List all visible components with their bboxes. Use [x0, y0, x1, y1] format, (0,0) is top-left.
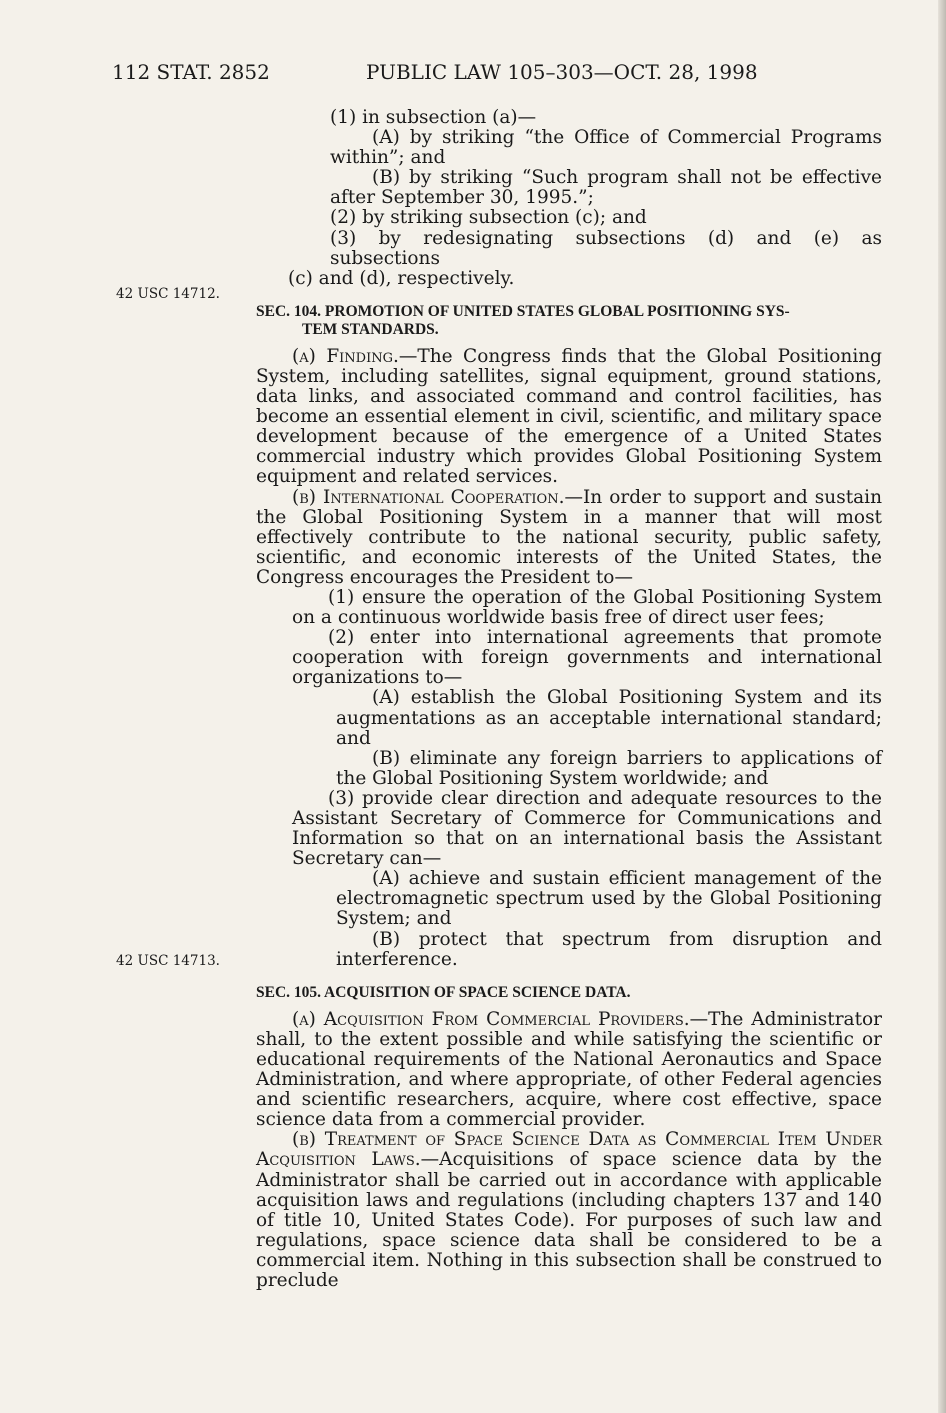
page-header	[112, 60, 882, 90]
amendment-item-cont: (c) and (d), respectively.	[288, 267, 515, 289]
amendment-item-cont: after September 30, 1995.”;	[330, 187, 594, 209]
sec104-paragraph-2A: (A) establish the Global Positioning System and its augmentations as an acceptable international standard; and	[336, 687, 882, 749]
document-body	[256, 108, 882, 1291]
scan-edge-shadow	[938, 0, 946, 1413]
sec104-paragraph-3A: (A) achieve and sustain efficient management of the electromagnetic spectrum used by the Global Positioning System; and	[336, 868, 882, 930]
public-law-title: PUBLIC LAW 105–303—OCT. 28, 1998	[366, 60, 758, 84]
section-105-heading: SEC. 105. ACQUISITION OF SPACE SCIENCE DATA.	[256, 983, 631, 1001]
amendment-item: (B) by striking “Such program shall not be effective	[372, 167, 882, 189]
amendment-item: (2) by striking subsection (c); and	[330, 207, 647, 229]
amendment-list	[256, 108, 882, 289]
amendment-item: (3) by redesignating subsections (d) and (e) as subsections	[330, 227, 882, 269]
sec105-subsection-a: (a) Acquisition From Commercial Providers.—The Administrator shall, to the extent possible and while satisfying the scientific or educational requirements of the National Aeronautics and Space Administration, and where appropriate, of other Federal agencies and scientific researchers, acquire, where cost effective, space science data from a commercial provider.	[256, 1008, 882, 1131]
statute-page-number: 112 STAT. 2852	[112, 60, 270, 84]
sec104-subsection-b: (b) International Cooperation.—In order to support and sustain the Global Positioning System in a manner that will most effectively contribute to the national security, public safety, scientific, and economic interests of the United States, the Congress encourages the President to—	[256, 486, 882, 588]
sec104-paragraph-2B: (B) eliminate any foreign barriers to applications of the Global Positioning System worldwide; and	[336, 747, 882, 789]
amendment-item-cont: within”; and	[330, 147, 446, 169]
sec104-paragraph-1: (1) ensure the operation of the Global Positioning System on a continuous worldwide basis free of direct user fees;	[292, 586, 882, 629]
amendment-item: (A) by striking “the Office of Commercial Programs	[372, 127, 882, 149]
sec104-paragraph-2: (2) enter into international agreements that promote cooperation with foreign governments and international organizations to—	[292, 627, 882, 689]
margin-citation-sec104: 42 USC 14712.	[116, 286, 220, 302]
sec104-paragraph-3: (3) provide clear direction and adequate resources to the Assistant Secretary of Commerce for Communications and Information so that on an international basis the Assistant Secretary can—	[292, 787, 882, 870]
section-104-heading: SEC. 104. PROMOTION OF UNITED STATES GLOBAL POSITIONING SYS- TEM STANDARDS.	[256, 302, 790, 338]
sec104-subsection-a: (a) Finding.—The Congress finds that the Global Positioning System, including satellites, signal equipment, ground stations, data links, and associated command and control facilities, has become an essential element in civil, scientific, and military space development because of the emergence of a United States commercial industry which provides Global Positioning System equipment and related services.	[256, 345, 882, 488]
margin-citation-sec105: 42 USC 14713.	[116, 953, 220, 969]
sec104-paragraph-3B: (B) protect that spectrum from disruption and interference.	[336, 928, 882, 970]
sec105-subsection-b: (b) Treatment of Space Science Data as Commercial Item Under Acquisition Laws.—Acquisitions of space science data by the Administrator shall be carried out in accordance with applicable acquisition laws and regulations (including chapters 137 and 140 of title 10, United States Code). For purposes of such law and regulations, space science data shall be considered to be a commercial item. Nothing in this subsection shall be construed to preclude	[256, 1129, 883, 1291]
amendment-item: (1) in subsection (a)—	[330, 107, 537, 128]
